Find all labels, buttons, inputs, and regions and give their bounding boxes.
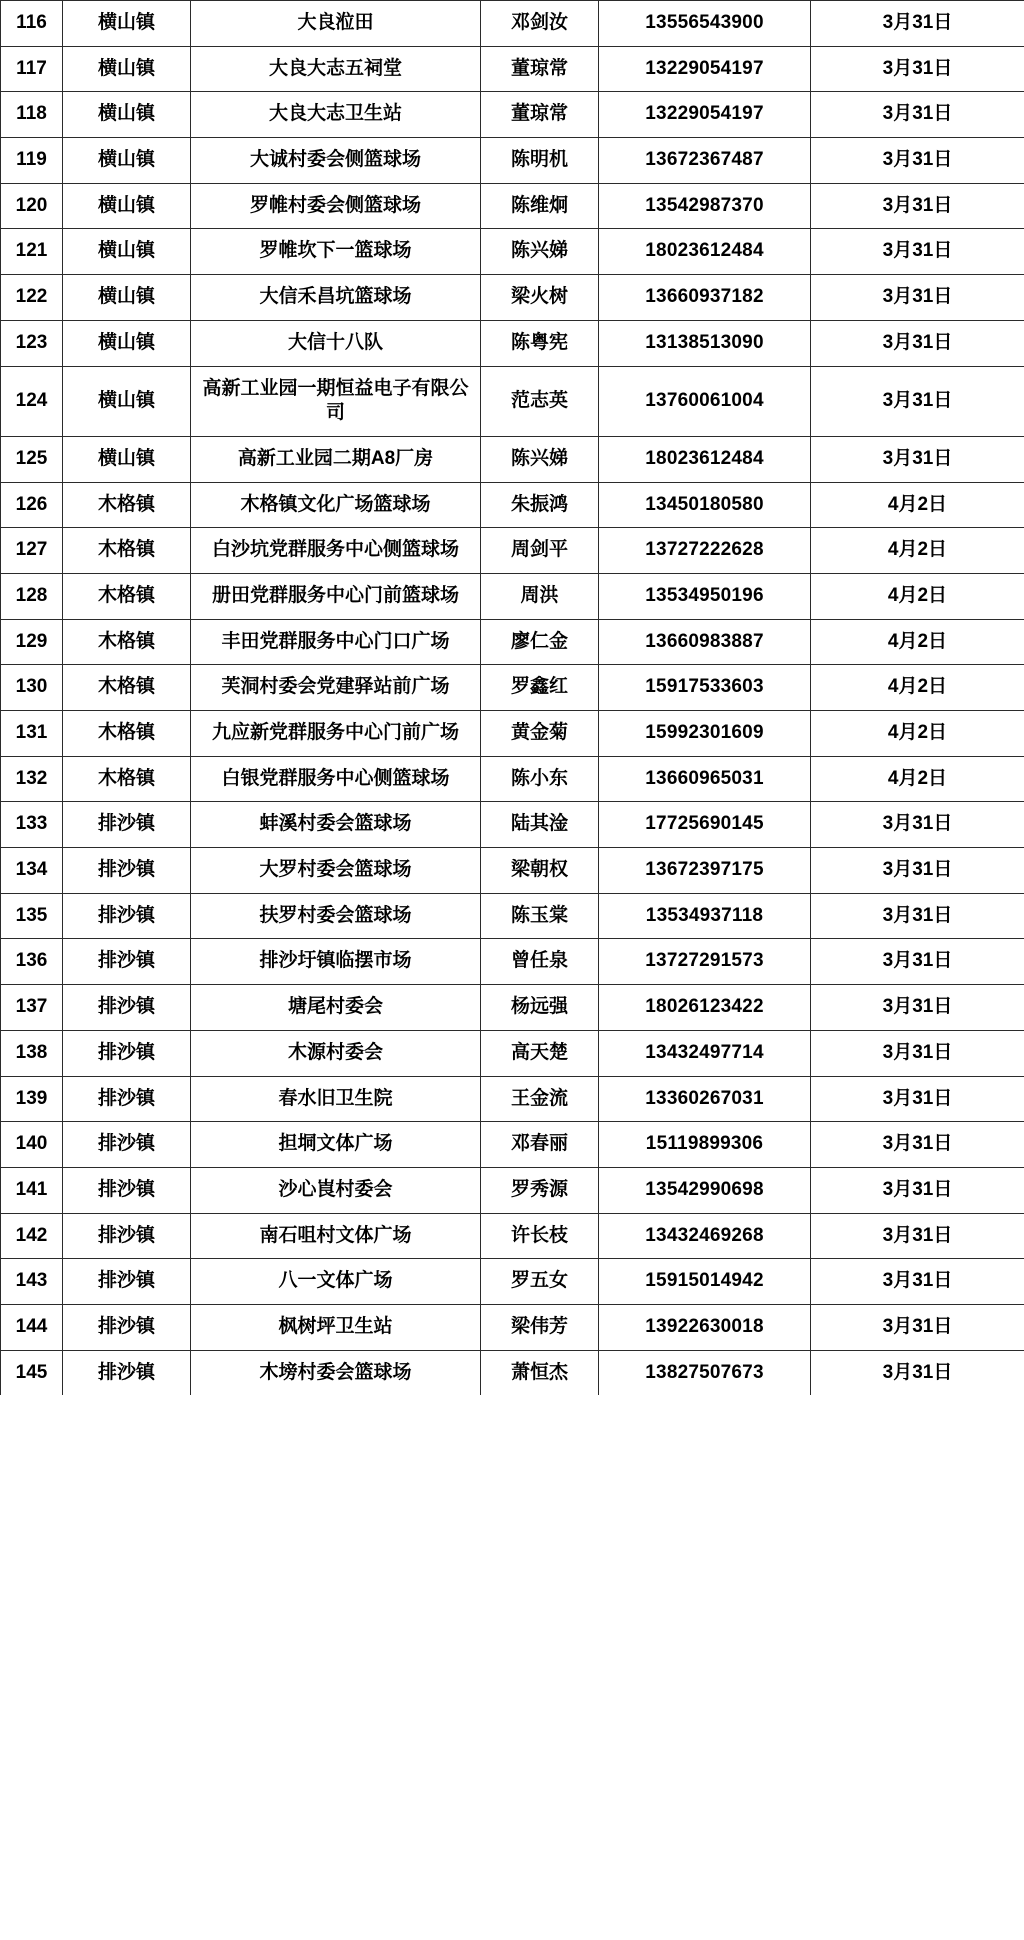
table-row	[1, 1030, 1024, 1076]
cell-place: 枫树坪卫生站	[191, 1304, 481, 1350]
cell-town: 木格镇	[63, 711, 191, 757]
cell-date: 4月2日	[811, 756, 1024, 802]
table-row	[1, 1167, 1024, 1213]
cell-contact: 陈小东	[481, 756, 599, 802]
cell-index: 135	[1, 893, 63, 939]
table-row	[1, 1350, 1024, 1395]
cell-date: 3月31日	[811, 92, 1024, 138]
cell-town: 排沙镇	[63, 1259, 191, 1305]
cell-contact: 陈兴娣	[481, 229, 599, 275]
table-row	[1, 756, 1024, 802]
cell-place: 沙心崀村委会	[191, 1167, 481, 1213]
cell-place: 木格镇文化广场篮球场	[191, 482, 481, 528]
cell-index: 137	[1, 985, 63, 1031]
cell-town: 木格镇	[63, 665, 191, 711]
cell-date: 3月31日	[811, 275, 1024, 321]
cell-contact: 黄金菊	[481, 711, 599, 757]
cell-index: 132	[1, 756, 63, 802]
table-row	[1, 482, 1024, 528]
cell-date: 3月31日	[811, 138, 1024, 184]
cell-index: 116	[1, 1, 63, 47]
table-row	[1, 1076, 1024, 1122]
cell-phone: 13432497714	[599, 1030, 811, 1076]
table-body	[1, 1, 1024, 1396]
cell-date: 3月31日	[811, 1304, 1024, 1350]
cell-date: 3月31日	[811, 893, 1024, 939]
cell-phone: 13534937118	[599, 893, 811, 939]
cell-place: 丰田党群服务中心门口广场	[191, 619, 481, 665]
cell-town: 横山镇	[63, 1, 191, 47]
cell-place: 白沙坑党群服务中心侧篮球场	[191, 528, 481, 574]
cell-phone: 15119899306	[599, 1122, 811, 1168]
cell-phone: 18023612484	[599, 229, 811, 275]
cell-date: 4月2日	[811, 711, 1024, 757]
table-row	[1, 138, 1024, 184]
cell-contact: 罗鑫红	[481, 665, 599, 711]
cell-contact: 罗五女	[481, 1259, 599, 1305]
table-row	[1, 436, 1024, 482]
table-row	[1, 229, 1024, 275]
cell-phone: 13660983887	[599, 619, 811, 665]
table-row	[1, 320, 1024, 366]
cell-place: 九应新党群服务中心门前广场	[191, 711, 481, 757]
cell-contact: 陈粤宪	[481, 320, 599, 366]
cell-contact: 梁朝权	[481, 848, 599, 894]
cell-contact: 王金流	[481, 1076, 599, 1122]
cell-town: 排沙镇	[63, 1213, 191, 1259]
cell-town: 横山镇	[63, 320, 191, 366]
cell-contact: 陈明机	[481, 138, 599, 184]
table-row	[1, 711, 1024, 757]
cell-contact: 陈兴娣	[481, 436, 599, 482]
cell-place: 木塝村委会篮球场	[191, 1350, 481, 1395]
cell-place: 大信十八队	[191, 320, 481, 366]
cell-town: 排沙镇	[63, 1304, 191, 1350]
cell-date: 3月31日	[811, 1, 1024, 47]
cell-place: 大良涖田	[191, 1, 481, 47]
table-row	[1, 366, 1024, 436]
cell-phone: 13672397175	[599, 848, 811, 894]
cell-phone: 15992301609	[599, 711, 811, 757]
table-row	[1, 985, 1024, 1031]
cell-index: 122	[1, 275, 63, 321]
cell-phone: 13660965031	[599, 756, 811, 802]
cell-contact: 廖仁金	[481, 619, 599, 665]
cell-place: 排沙圩镇临摆市场	[191, 939, 481, 985]
cell-date: 4月2日	[811, 528, 1024, 574]
cell-date: 3月31日	[811, 1076, 1024, 1122]
cell-contact: 高天楚	[481, 1030, 599, 1076]
cell-town: 横山镇	[63, 183, 191, 229]
cell-index: 130	[1, 665, 63, 711]
cell-phone: 15917533603	[599, 665, 811, 711]
table-row	[1, 92, 1024, 138]
table-row	[1, 893, 1024, 939]
cell-town: 横山镇	[63, 366, 191, 436]
cell-contact: 董琼常	[481, 92, 599, 138]
cell-index: 126	[1, 482, 63, 528]
cell-date: 4月2日	[811, 665, 1024, 711]
cell-place: 大良大志五祠堂	[191, 46, 481, 92]
cell-index: 142	[1, 1213, 63, 1259]
cell-contact: 邓春丽	[481, 1122, 599, 1168]
cell-place: 大罗村委会篮球场	[191, 848, 481, 894]
cell-place: 南石咀村文体广场	[191, 1213, 481, 1259]
cell-phone: 13432469268	[599, 1213, 811, 1259]
cell-town: 木格镇	[63, 528, 191, 574]
cell-phone: 13542990698	[599, 1167, 811, 1213]
cell-index: 125	[1, 436, 63, 482]
cell-place: 塘尾村委会	[191, 985, 481, 1031]
table-row	[1, 183, 1024, 229]
table-row	[1, 848, 1024, 894]
cell-date: 3月31日	[811, 183, 1024, 229]
table-row	[1, 1259, 1024, 1305]
cell-contact: 陈玉棠	[481, 893, 599, 939]
cell-date: 4月2日	[811, 573, 1024, 619]
cell-place: 高新工业园二期A8厂房	[191, 436, 481, 482]
cell-place: 蚌溪村委会篮球场	[191, 802, 481, 848]
cell-phone: 13672367487	[599, 138, 811, 184]
cell-town: 排沙镇	[63, 985, 191, 1031]
cell-index: 129	[1, 619, 63, 665]
cell-town: 木格镇	[63, 619, 191, 665]
cell-town: 横山镇	[63, 275, 191, 321]
table-row	[1, 665, 1024, 711]
table-row	[1, 573, 1024, 619]
cell-contact: 曾任泉	[481, 939, 599, 985]
cell-town: 横山镇	[63, 46, 191, 92]
cell-town: 排沙镇	[63, 1030, 191, 1076]
table-row	[1, 1, 1024, 47]
cell-index: 127	[1, 528, 63, 574]
cell-index: 117	[1, 46, 63, 92]
cell-contact: 朱振鸿	[481, 482, 599, 528]
table-row	[1, 528, 1024, 574]
cell-town: 横山镇	[63, 92, 191, 138]
cell-phone: 13556543900	[599, 1, 811, 47]
cell-index: 136	[1, 939, 63, 985]
cell-date: 3月31日	[811, 1213, 1024, 1259]
cell-index: 123	[1, 320, 63, 366]
cell-phone: 17725690145	[599, 802, 811, 848]
cell-place: 大诚村委会侧篮球场	[191, 138, 481, 184]
cell-index: 138	[1, 1030, 63, 1076]
cell-date: 3月31日	[811, 366, 1024, 436]
cell-place: 扶罗村委会篮球场	[191, 893, 481, 939]
cell-contact: 萧恒杰	[481, 1350, 599, 1395]
cell-contact: 杨远强	[481, 985, 599, 1031]
table-row	[1, 802, 1024, 848]
cell-date: 3月31日	[811, 436, 1024, 482]
cell-phone: 13229054197	[599, 46, 811, 92]
cell-town: 排沙镇	[63, 802, 191, 848]
cell-town: 排沙镇	[63, 1076, 191, 1122]
cell-index: 119	[1, 138, 63, 184]
cell-place: 大良大志卫生站	[191, 92, 481, 138]
cell-phone: 13534950196	[599, 573, 811, 619]
cell-index: 133	[1, 802, 63, 848]
cell-town: 木格镇	[63, 482, 191, 528]
cell-date: 3月31日	[811, 1167, 1024, 1213]
table-row	[1, 1122, 1024, 1168]
table-row	[1, 1213, 1024, 1259]
cell-contact: 陆其淦	[481, 802, 599, 848]
cell-date: 4月2日	[811, 482, 1024, 528]
cell-place: 罗帷村委会侧篮球场	[191, 183, 481, 229]
cell-phone: 18026123422	[599, 985, 811, 1031]
cell-place: 八一文体广场	[191, 1259, 481, 1305]
cell-contact: 梁伟芳	[481, 1304, 599, 1350]
cell-index: 140	[1, 1122, 63, 1168]
cell-date: 3月31日	[811, 1030, 1024, 1076]
cell-date: 3月31日	[811, 802, 1024, 848]
cell-phone: 13922630018	[599, 1304, 811, 1350]
cell-place: 册田党群服务中心门前篮球场	[191, 573, 481, 619]
cell-town: 横山镇	[63, 229, 191, 275]
cell-index: 145	[1, 1350, 63, 1395]
cell-index: 118	[1, 92, 63, 138]
cell-contact: 周剑平	[481, 528, 599, 574]
cell-contact: 罗秀源	[481, 1167, 599, 1213]
cell-phone: 13727222628	[599, 528, 811, 574]
cell-date: 3月31日	[811, 1350, 1024, 1395]
cell-contact: 许长枝	[481, 1213, 599, 1259]
cell-date: 3月31日	[811, 1259, 1024, 1305]
cell-town: 排沙镇	[63, 893, 191, 939]
cell-town: 木格镇	[63, 573, 191, 619]
cell-contact: 陈维炯	[481, 183, 599, 229]
cell-contact: 邓剑汝	[481, 1, 599, 47]
cell-phone: 13360267031	[599, 1076, 811, 1122]
cell-contact: 范志英	[481, 366, 599, 436]
cell-index: 139	[1, 1076, 63, 1122]
cell-place: 高新工业园一期恒益电子有限公司	[191, 366, 481, 436]
table-row	[1, 619, 1024, 665]
cell-town: 排沙镇	[63, 1122, 191, 1168]
cell-index: 124	[1, 366, 63, 436]
table-row	[1, 275, 1024, 321]
cell-date: 3月31日	[811, 848, 1024, 894]
cell-date: 3月31日	[811, 939, 1024, 985]
cell-phone: 13727291573	[599, 939, 811, 985]
cell-date: 3月31日	[811, 46, 1024, 92]
cell-index: 143	[1, 1259, 63, 1305]
cell-town: 排沙镇	[63, 1350, 191, 1395]
cell-index: 131	[1, 711, 63, 757]
cell-phone: 13138513090	[599, 320, 811, 366]
cell-index: 134	[1, 848, 63, 894]
cell-place: 大信禾昌坑篮球场	[191, 275, 481, 321]
cell-index: 141	[1, 1167, 63, 1213]
cell-phone: 13760061004	[599, 366, 811, 436]
cell-town: 排沙镇	[63, 1167, 191, 1213]
table-row	[1, 1304, 1024, 1350]
cell-date: 3月31日	[811, 320, 1024, 366]
table-row	[1, 939, 1024, 985]
cell-town: 横山镇	[63, 436, 191, 482]
cell-date: 3月31日	[811, 229, 1024, 275]
cell-index: 144	[1, 1304, 63, 1350]
cell-phone: 18023612484	[599, 436, 811, 482]
cell-phone: 13229054197	[599, 92, 811, 138]
cell-date: 3月31日	[811, 1122, 1024, 1168]
cell-phone: 15915014942	[599, 1259, 811, 1305]
cell-town: 横山镇	[63, 138, 191, 184]
cell-date: 3月31日	[811, 985, 1024, 1031]
cell-contact: 周洪	[481, 573, 599, 619]
cell-place: 木源村委会	[191, 1030, 481, 1076]
cell-town: 排沙镇	[63, 939, 191, 985]
cell-place: 芙洞村委会党建驿站前广场	[191, 665, 481, 711]
cell-phone: 13450180580	[599, 482, 811, 528]
cell-contact: 董琼常	[481, 46, 599, 92]
cell-place: 罗帷坎下一篮球场	[191, 229, 481, 275]
cell-contact: 梁火树	[481, 275, 599, 321]
cell-index: 128	[1, 573, 63, 619]
cell-index: 120	[1, 183, 63, 229]
cell-phone: 13542987370	[599, 183, 811, 229]
cell-index: 121	[1, 229, 63, 275]
cell-town: 木格镇	[63, 756, 191, 802]
table-row	[1, 46, 1024, 92]
cell-phone: 13660937182	[599, 275, 811, 321]
cell-place: 春水旧卫生院	[191, 1076, 481, 1122]
cell-date: 4月2日	[811, 619, 1024, 665]
cell-place: 白银党群服务中心侧篮球场	[191, 756, 481, 802]
cell-place: 担垌文体广场	[191, 1122, 481, 1168]
cell-town: 排沙镇	[63, 848, 191, 894]
cell-phone: 13827507673	[599, 1350, 811, 1395]
